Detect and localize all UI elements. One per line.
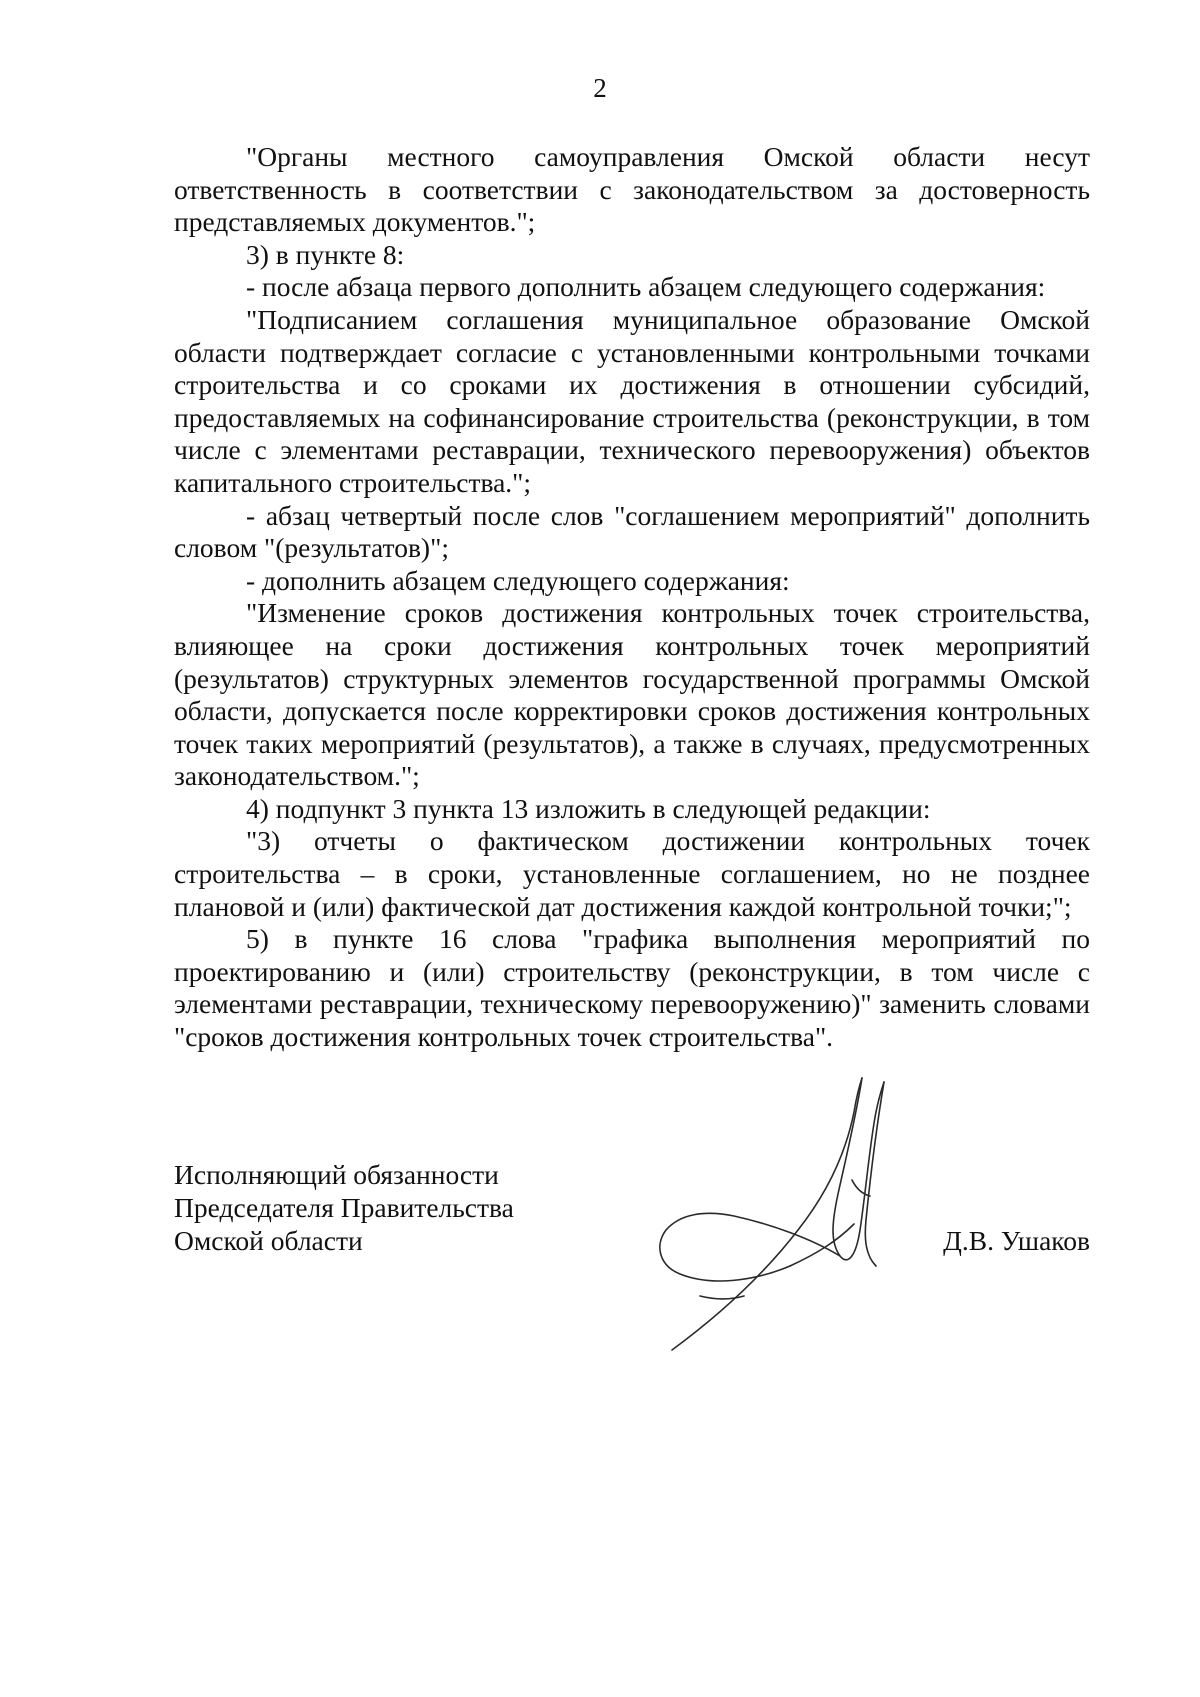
paragraph-deadline-change: "Изменение сроков достижения контрольных точек строительства, влияющее на сроки достижения контрольных точек мероприятий (результатов) структурных элементов государственной программы Омской области, допускается после корректировки сроков достижения контрольных точек таких мероприятий (результатов), а также в случаях, предусмотренных законодательством."; xyxy=(174,597,1090,792)
paragraph-after-first-abzac: - после абзаца первого дополнить абзацем следующего содержания: xyxy=(246,271,1046,303)
signature-block xyxy=(174,1158,1090,1257)
signer-position-line: Председателя Правительства xyxy=(174,1192,514,1223)
signer-name: Д.В. Ушаков xyxy=(943,1225,1090,1256)
paragraph-item-5: 5) в пункте 16 слова "графика выполнения мероприятий по проектированию и (или) строительству (реконструкции, в том числе с элементами реставрации, техническому перевооружению)" заменить словами "сроков достижения контрольных точек строительства". xyxy=(174,923,1090,1053)
signer-position-line: Исполняющий обязанности xyxy=(174,1159,499,1190)
page-number: 2 xyxy=(593,73,607,103)
signer-position-line: Омской области xyxy=(174,1225,363,1256)
paragraph-item-4: 4) подпункт 3 пункта 13 изложить в следующей редакции: xyxy=(246,792,931,824)
paragraph-item-3: 3) в пункте 8: xyxy=(246,238,405,270)
signature-icon xyxy=(640,1060,940,1360)
document-body xyxy=(174,141,1090,1054)
paragraph-add-abzac: - дополнить абзацем следующего содержания: xyxy=(246,564,790,596)
paragraph-agreement-signing: "Подписанием соглашения муниципальное образование Омской области подтверждает согласие с установленными контрольными точками строительства и со сроками их достижения в отношении субсидий, предоставляемых на софинансирование строительства (реконструкции, в том числе с элементами реставрации, технического перевооружения) объектов капитального строительства."; xyxy=(174,303,1090,498)
paragraph-fourth-abzac: - абзац четвертый после слов "соглашением мероприятий" дополнить словом "(результатов)"; xyxy=(174,499,1090,564)
paragraph-responsibility: "Органы местного самоуправления Омской области несут ответственность в соответствии с законодательством за достоверность представляемых документов."; xyxy=(174,141,1090,238)
paragraph-reports: "3) отчеты о фактическом достижении контрольных точек строительства – в сроки, установленные соглашением, но не позднее плановой и (или) фактической дат достижения каждой контрольной точки;"; xyxy=(174,825,1090,922)
